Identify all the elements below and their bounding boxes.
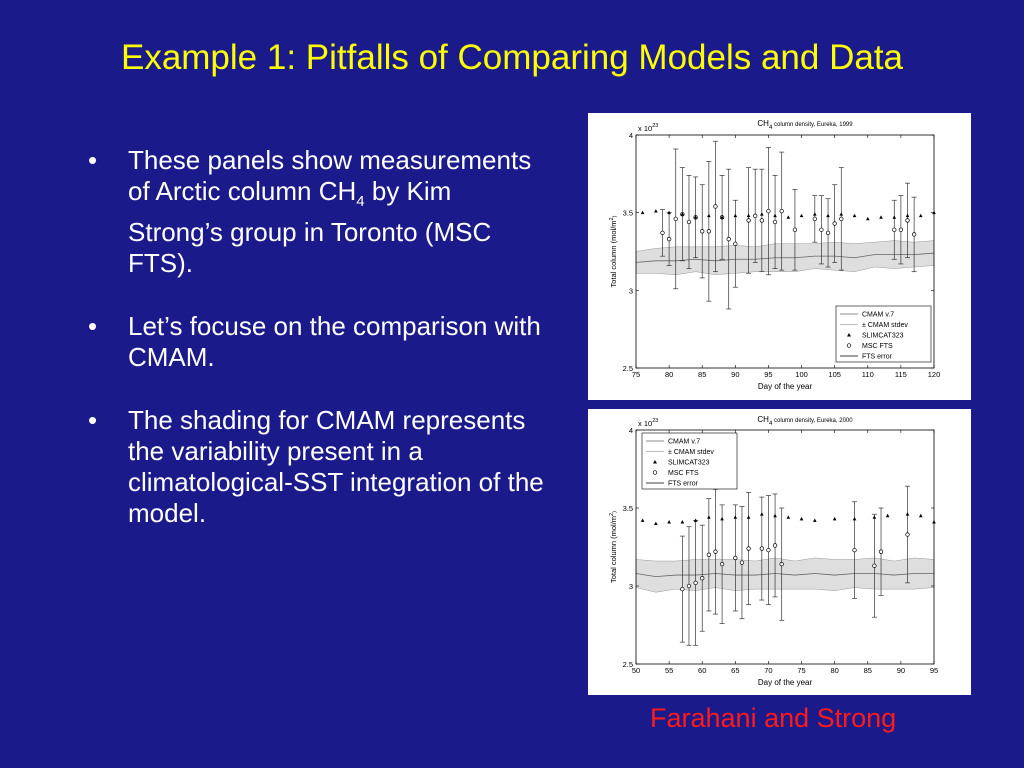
slimcat-point (800, 214, 804, 217)
legend-label: SLIMCAT323 (862, 332, 904, 340)
x-tick-label: 85 (698, 370, 707, 379)
fts-point (707, 230, 711, 234)
fts-point (753, 214, 757, 218)
legend-circle-swatch (847, 344, 851, 348)
slide-title: Example 1: Pitfalls of Comparing Models and Data (120, 38, 904, 77)
fts-point (892, 228, 896, 232)
y-tick-label: 2.5 (622, 660, 633, 669)
slimcat-point (839, 212, 843, 215)
chart-2000 (588, 409, 971, 695)
credit-text: Farahani and Strong (650, 703, 897, 733)
fts-point (720, 562, 724, 566)
x-tick-label: 70 (764, 666, 773, 675)
slimcat-point (826, 214, 830, 217)
fts-point (700, 230, 704, 234)
chart-title: $CH_4$ $^{column density, Eureka, 1999}$ (757, 119, 853, 131)
slimcat-point (760, 212, 764, 215)
fts-point (707, 553, 711, 557)
x-tick-label: 80 (664, 370, 674, 379)
x-axis-label: Day of the year (757, 678, 813, 687)
slimcat-point (866, 217, 870, 220)
fts-point (687, 584, 691, 588)
slimcat-point (919, 214, 923, 217)
slimcat-point (667, 520, 671, 523)
slimcat-point (747, 515, 751, 518)
fts-point (727, 237, 731, 241)
x-tick-label: 55 (664, 666, 674, 675)
y-tick-label: 3 (628, 582, 633, 591)
legend-label: CMAM v.7 (668, 438, 701, 446)
x-tick-label: 90 (896, 666, 906, 675)
fts-point (714, 205, 718, 209)
x-tick-label: 60 (698, 666, 707, 675)
slimcat-point (641, 518, 645, 521)
legend-label: MSC FTS (668, 470, 699, 477)
slimcat-point (906, 214, 910, 217)
fts-point (906, 533, 910, 537)
x-tick-label: 95 (764, 370, 773, 379)
slimcat-point (853, 214, 857, 217)
fts-point (912, 233, 916, 237)
slimcat-point (833, 517, 837, 520)
x-tick-label: 75 (797, 666, 806, 675)
slimcat-point (641, 211, 645, 214)
fts-point (767, 548, 771, 552)
y-tick-label: 3.5 (622, 208, 633, 218)
bullet-item-3 (88, 405, 548, 529)
fts-point (833, 222, 837, 226)
fts-point (813, 217, 817, 221)
y-axis-label: Total column ($mol/m^2_)$ (609, 510, 618, 584)
x-tick-label: 105 (828, 370, 841, 379)
slimcat-point (760, 512, 764, 515)
fts-point (661, 231, 665, 235)
axis-scale-note: x $10^{23}$ (638, 123, 659, 133)
chart-panel-1999 (588, 113, 971, 400)
fts-point (780, 209, 784, 213)
legend-label: ± CMAM stdev (862, 322, 908, 329)
fts-point (793, 228, 797, 232)
slimcat-point (813, 212, 817, 215)
bullet-symbol: • (88, 145, 98, 175)
slimcat-point (773, 214, 777, 217)
fts-point (826, 231, 830, 235)
slimcat-point (787, 515, 791, 518)
bullet-symbol: • (88, 311, 98, 342)
bullet-1-text-end: by Kim Strong’s group in Toronto (MSC FTS). (128, 176, 492, 279)
y-tick-label: 2.5 (622, 364, 633, 373)
fts-point (747, 547, 751, 551)
fts-point (734, 242, 738, 246)
slimcat-point (853, 517, 857, 520)
x-tick-label: 120 (927, 370, 941, 379)
slimcat-point (747, 214, 751, 217)
fts-point (899, 228, 903, 232)
bullet-list (88, 145, 548, 561)
x-tick-label: 75 (631, 370, 641, 379)
fts-point (906, 219, 910, 223)
fts-point (879, 550, 883, 554)
slimcat-point (734, 515, 738, 518)
fts-point (747, 219, 751, 223)
slimcat-point (707, 214, 711, 217)
slimcat-point (813, 518, 817, 521)
legend-label: MSC FTS (862, 343, 893, 350)
fts-point (694, 581, 698, 585)
bullet-2-text: Let’s focuse on the comparison with CMAM. (128, 311, 541, 373)
fts-point (734, 556, 738, 560)
fts-point (839, 217, 843, 221)
chart-title: $CH_4$ $^{column density, Eureka, 2000}$ (757, 415, 853, 427)
bullet-1-subscript: 4 (356, 193, 365, 211)
slimcat-point (787, 215, 791, 218)
fts-point (873, 564, 877, 568)
y-tick-label: 3.5 (622, 504, 633, 513)
fts-point (853, 548, 857, 552)
fts-point (773, 220, 777, 224)
x-tick-label: 90 (731, 370, 740, 379)
slimcat-point (734, 214, 738, 217)
legend-label: ± CMAM stdev (668, 449, 714, 456)
legend-circle-swatch (653, 471, 657, 475)
legend-label: CMAM v.7 (862, 311, 895, 319)
x-tick-label: 80 (830, 666, 839, 675)
slimcat-point (906, 512, 910, 515)
slimcat-point (681, 520, 685, 523)
chart-1999 (588, 113, 971, 400)
fts-point (714, 550, 718, 554)
fts-point (681, 587, 685, 591)
x-tick-label: 50 (631, 666, 641, 675)
x-tick-label: 110 (861, 370, 874, 379)
bullet-3-text: The shading for CMAM represents the variability present in a climatological-SST integration of the model. (128, 405, 544, 529)
axis-scale-note: x $10^{23}$ (638, 418, 659, 428)
fts-point (760, 219, 764, 223)
legend-label: FTS error (862, 353, 892, 361)
chart-legend (836, 306, 931, 362)
slimcat-point (886, 514, 890, 517)
x-tick-label: 100 (795, 370, 808, 379)
fts-point (760, 547, 764, 551)
slimcat-point (879, 215, 883, 218)
fts-point (667, 237, 671, 241)
slimcat-point (873, 515, 877, 518)
fts-point (740, 561, 744, 565)
slimcat-point (654, 522, 658, 525)
legend-label: SLIMCAT323 (668, 459, 710, 467)
bullet-item-1 (88, 145, 548, 279)
slimcat-point (919, 514, 923, 517)
fts-point (767, 209, 771, 213)
x-tick-label: 65 (731, 666, 740, 675)
slimcat-point (707, 515, 711, 518)
chart-legend (642, 433, 737, 489)
fts-point (700, 576, 704, 580)
legend-label: FTS error (668, 480, 698, 488)
slimcat-point (773, 514, 777, 517)
slimcat-point (800, 517, 804, 520)
fts-point (820, 228, 824, 232)
fts-point (773, 544, 777, 548)
slimcat-point (654, 209, 658, 212)
x-tick-label: 95 (929, 666, 939, 675)
chart-panel-2000 (588, 409, 971, 695)
fts-point (687, 220, 691, 224)
bullet-1-text: These panels show measurements of Arctic column CH (128, 145, 532, 206)
y-tick-label: 3 (628, 286, 633, 296)
fts-point (674, 217, 678, 221)
y-tick-label: 4 (628, 131, 633, 140)
y-tick-label: 4 (628, 426, 633, 435)
x-tick-label: 85 (863, 666, 872, 675)
fts-point (780, 562, 784, 566)
bullet-item-2 (88, 311, 548, 373)
slimcat-point (892, 215, 896, 218)
x-axis-label: Day of the year (757, 382, 813, 391)
bullet-symbol: • (88, 405, 98, 436)
y-axis-label: Total column ($mol/m^2_)$ (609, 215, 618, 288)
x-tick-label: 115 (894, 370, 907, 379)
slimcat-point (720, 517, 724, 520)
